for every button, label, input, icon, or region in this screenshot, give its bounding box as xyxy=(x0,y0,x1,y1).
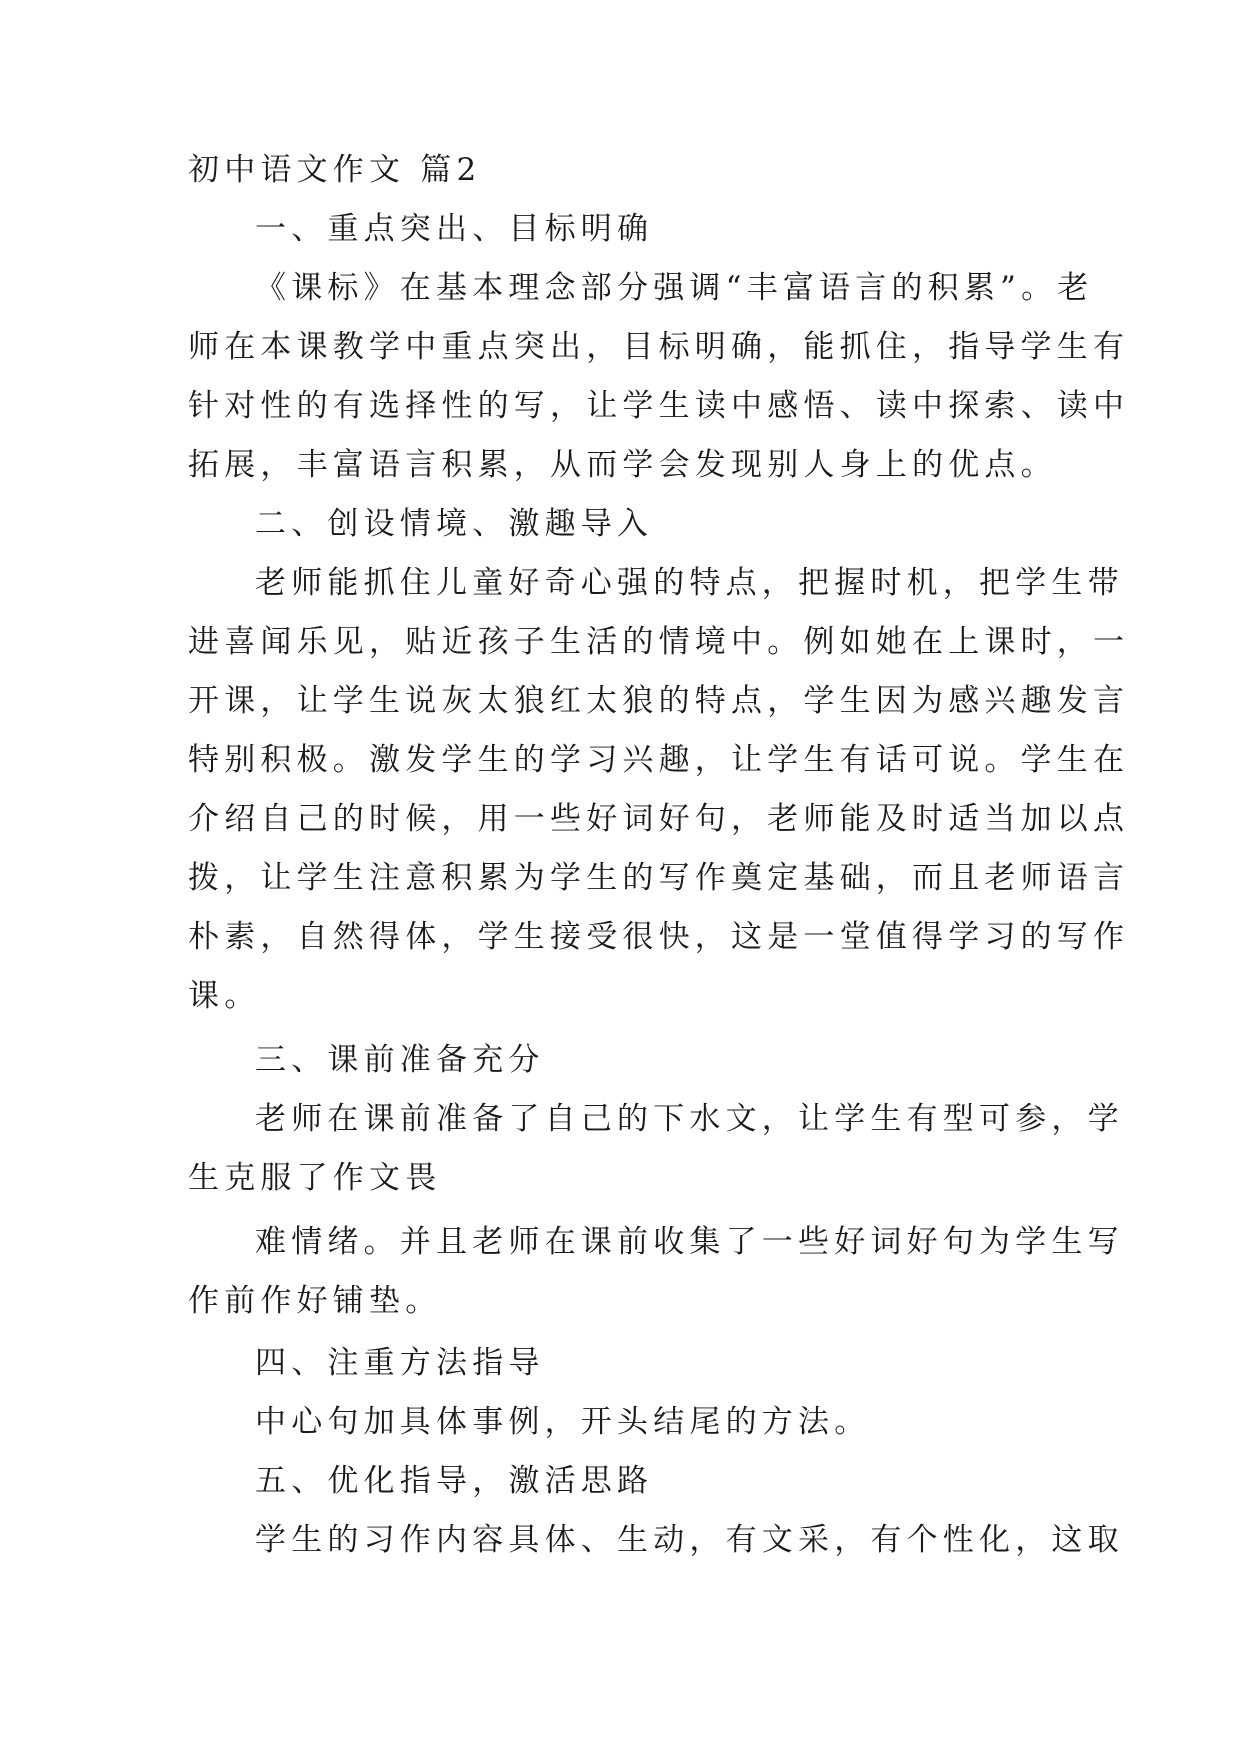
paragraph-line: 生克服了作文畏 xyxy=(188,1160,442,1196)
section-heading-4: 四、注重方法指导 xyxy=(255,1345,545,1381)
paragraph-line: 进喜闻乐见，贴近孩子生活的情境中。例如她在上课时，一 xyxy=(188,624,1130,660)
paragraph-line: 《课标》在基本理念部分强调“丰富语言的积累”。老 xyxy=(255,270,1094,306)
paragraph-line: 针对性的有选择性的写，让学生读中感悟、读中探索、读中 xyxy=(188,388,1130,424)
paragraph-line: 拓展，丰富语言积累，从而学会发现别人身上的优点。 xyxy=(188,447,1057,483)
paragraph-line: 老师在课前准备了自己的下水文，让学生有型可参，学 xyxy=(255,1101,1124,1137)
paragraph-line: 介绍自己的时候，用一些好词好句，老师能及时适当加以点 xyxy=(188,801,1130,837)
section-heading-5: 五、优化指导，激活思路 xyxy=(255,1463,654,1499)
paragraph-line: 开课，让学生说灰太狼红太狼的特点，学生因为感兴趣发言 xyxy=(188,683,1130,719)
section-heading-3: 三、课前准备充分 xyxy=(255,1042,545,1078)
paragraph-line: 学生的习作内容具体、生动，有文采，有个性化，这取 xyxy=(255,1522,1124,1558)
paragraph-line: 师在本课教学中重点突出，目标明确，能抓住，指导学生有 xyxy=(188,329,1130,365)
paragraph-line: 老师能抓住儿童好奇心强的特点，把握时机，把学生带 xyxy=(255,565,1124,601)
section-heading-1: 一、重点突出、目标明确 xyxy=(255,211,654,247)
paragraph-line: 特别积极。激发学生的学习兴趣，让学生有话可说。学生在 xyxy=(188,742,1130,778)
paragraph-line: 拨，让学生注意积累为学生的写作奠定基础，而且老师语言 xyxy=(188,860,1130,896)
paragraph-line: 作前作好铺垫。 xyxy=(188,1283,442,1319)
paragraph-line: 中心句加具体事例，开头结尾的方法。 xyxy=(255,1404,871,1440)
document-title: 初中语文作文 篇2 xyxy=(188,152,482,188)
paragraph-line: 朴素，自然得体，学生接受很快，这是一堂值得学习的写作 xyxy=(188,919,1130,955)
paragraph-line: 难情绪。并且老师在课前收集了一些好词好句为学生写 xyxy=(255,1224,1124,1260)
paragraph-line: 课。 xyxy=(188,978,261,1014)
section-heading-2: 二、创设情境、激趣导入 xyxy=(255,506,654,542)
